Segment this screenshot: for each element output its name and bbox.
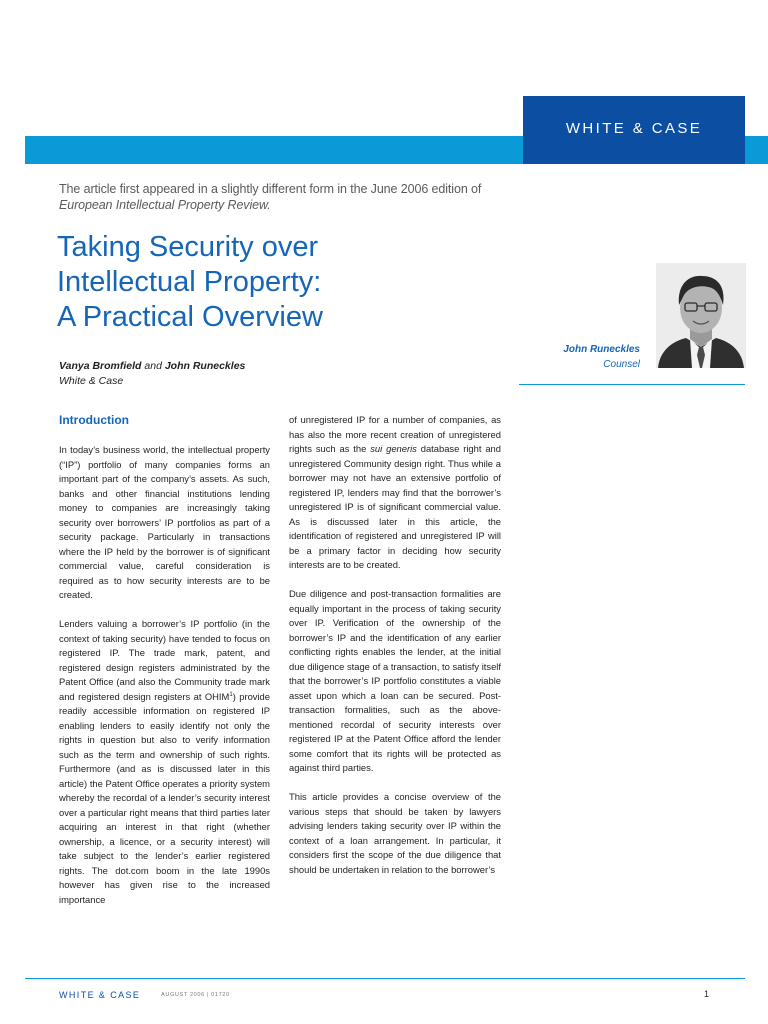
paragraph-text: database right and unregistered Community design right. Thus while a borrower may not have an extensive portfolio of registered IP, lenders may find that the borrower’s unregistered IP is of significant commercial value. As is discussed later in this article, the identification of registered and unregistered IP will be a primary factor in deciding how security interests are to be created. <box>289 443 501 570</box>
header-logo <box>523 96 745 164</box>
footer-publication-info: AUGUST 2006 | 01720 <box>161 992 230 998</box>
footer-logo: WHITE & CASE <box>59 990 141 1000</box>
author-name-1: Vanya Bromfield <box>59 360 142 372</box>
portrait-name: John Runeckles <box>563 344 640 355</box>
body-column-2 <box>289 413 501 892</box>
header-logo-text: WHITE & CASE <box>565 120 703 137</box>
author-affiliation: White & Case <box>59 375 124 387</box>
publication-note <box>59 181 529 213</box>
author-name-2: John Runeckles <box>164 360 246 372</box>
portrait-illustration <box>656 263 746 368</box>
article-title-line3: A Practical Overview <box>57 301 323 333</box>
byline <box>59 359 245 389</box>
author-portrait-photo <box>656 263 746 368</box>
article-title-line2: Intellectual Property: <box>57 266 322 298</box>
portrait-divider <box>519 384 745 385</box>
paragraph-text: of unregistered IP for a number of companies, as has also the more recent creation of unregistered rights such as the <box>289 414 501 454</box>
portrait-caption <box>563 343 640 372</box>
publication-note-line2: European Intellectual Property Review. <box>59 198 271 212</box>
paragraph-text: ) provide readily accessible information on registered IP enabling lenders to easily identify not only the rights in question but also to verify information such as the term and ownership of such rights. Furthermore (and as is discussed later in this article) the Patent Office operates a priority system whereby the recordal of a lender’s security interest over a particular right means that third parties later acquiring an interest in that right (whether ownership, a licence, or a security interest) will take subject to the lender’s earlier registered rights. The dot.com boom in the late 1990s however has given rise to the increased importance <box>59 690 270 905</box>
publication-note-line1: The article first appeared in a slightly different form in the June 2006 edition of <box>59 182 482 196</box>
article-title <box>57 230 497 335</box>
footnote-marker: 1 <box>229 691 233 698</box>
portrait-role: Counsel <box>603 358 640 370</box>
paragraph <box>289 413 501 573</box>
footer-divider <box>25 978 745 979</box>
paragraph <box>59 617 270 907</box>
author-conjunction: and <box>144 360 162 372</box>
paragraph: This article provides a concise overview of the various steps that should be taken by lawyers advising lenders taking security over IP within the context of a loan arrangement. In particular, it considers first the scope of the due diligence that should be undertaken in relation to the borrower’s <box>289 791 501 875</box>
page-number: 1 <box>704 989 710 999</box>
paragraph: In today’s business world, the intellectual property (“IP”) portfolio of many companies forms an important part of the company’s assets. As such, banks and other financial institutions lending money to companies are increasingly taking security over borrowers’ IP portfolios as part of a security package. Particularly in transactions where the IP held by the borrower is of significant commercial value, careful consideration is required as to how security interests are to be created. <box>59 444 270 600</box>
paragraph-text: Lenders valuing a borrower’s IP portfolio (in the context of taking security) have tended to focus on registered IP. The trade mark, patent, and registered design registers administrated by the Patent Office (and also the Community trade mark and registered design registers at OHIM <box>59 618 270 702</box>
paragraph-italic-term: sui generis <box>370 443 417 454</box>
paragraph: Due diligence and post-transaction formalities are equally important in the process of taking security over IP. Verification of the ownership of the borrower’s IP and the identification of any earlier conflicting rights enables the lender, at the initial due diligence stage of a transaction, to satisfy itself that the borrower’s IP portfolio constitutes a viable asset upon which a loan can be secured. Post-transaction formalities, such as the above-mentioned recordal of security interests over registered IP at the Patent Office afford the lender some comfort that its rights will be protected as against third parties. <box>289 588 501 773</box>
section-heading-introduction: Introduction <box>59 413 129 427</box>
body-column-1 <box>59 443 270 922</box>
article-title-line1: Taking Security over <box>57 231 319 263</box>
